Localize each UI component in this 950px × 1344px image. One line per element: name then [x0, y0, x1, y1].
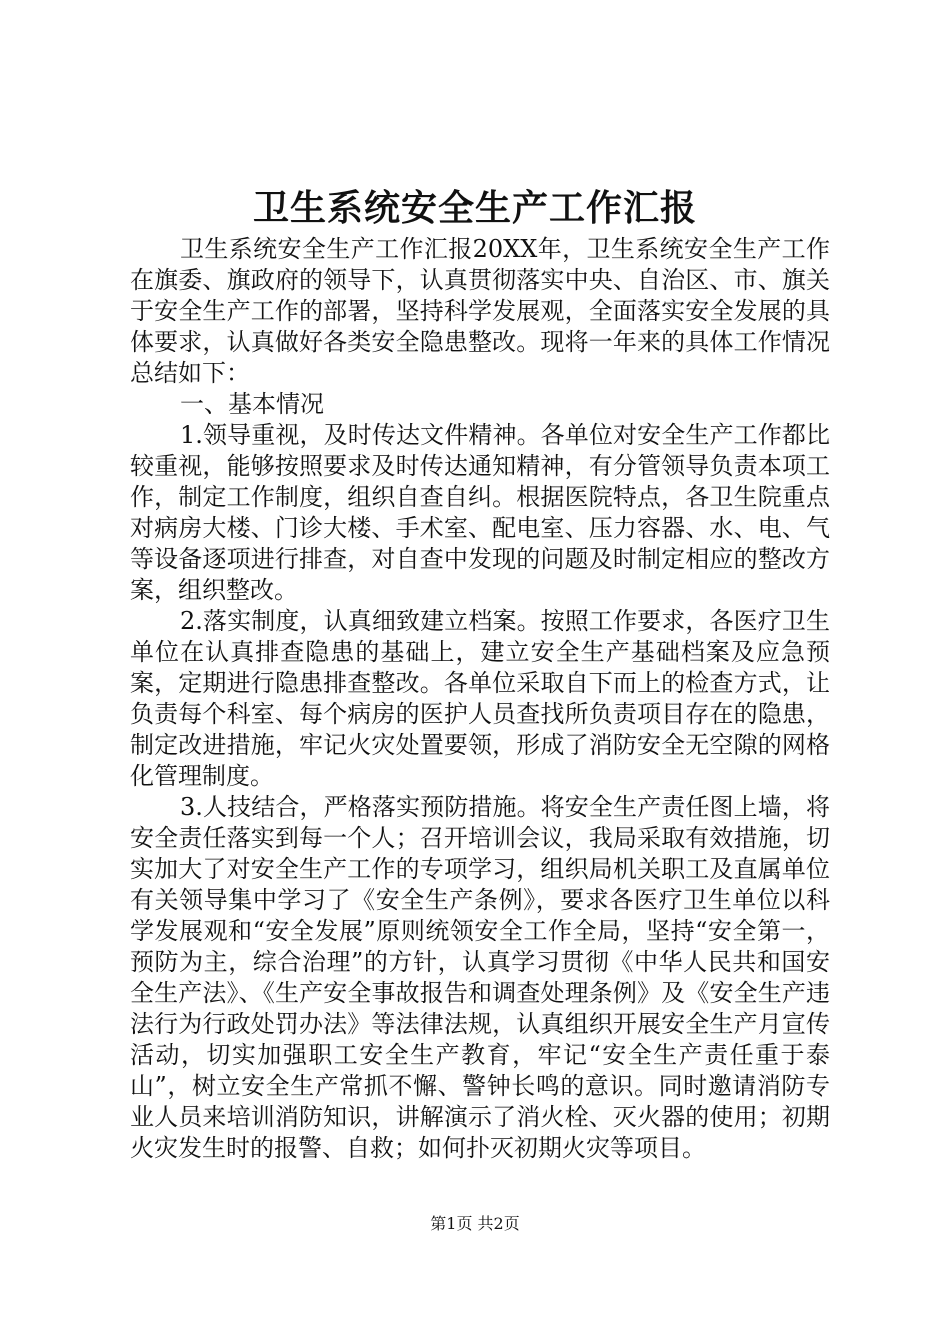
page-number-footer: 第1页 共2页	[430, 1214, 520, 1233]
intro-paragraph: 卫生系统安全生产工作汇报20XX年，卫生系统安全生产工作在旗委、旗政府的领导下，认真贯彻落实中央、自治区、市、旗关于安全生产工作的部署，坚持科学发展观，全面落实安全发展的具体要求，认真做好各类安全隐患整改。现将一年来的具体工作情况总结如下：	[130, 235, 830, 387]
section-heading: 一、基本情况	[180, 390, 324, 418]
document-title: 卫生系统安全生产工作汇报	[252, 187, 697, 229]
item-paragraph-2: 2.落实制度，认真细致建立档案。按照工作要求，各医疗卫生单位在认真排查隐患的基础上，建立安全生产基础档案及应急预案，定期进行隐患排查整改。各单位采取自下而上的检查方式，让负责每个科室、每个病房的医护人员查找所负责项目存在的隐患，制定改进措施，牢记火灾处置要领，形成了消防安全无空隙的网格化管理制度。	[130, 607, 830, 790]
item-paragraph-3: 3.人技结合，严格落实预防措施。将安全生产责任图上墙，将安全责任落实到每一个人；召开培训会议，我局采取有效措施，切实加大了对安全生产工作的专项学习，组织局机关职工及直属单位有关领导集中学习了《安全生产条例》，要求各医疗卫生单位以科学发展观和“安全发展”原则统领安全工作全局，坚持“安全第一，预防为主，综合治理”的方针，认真学习贯彻《中华人民共和国安全生产法》、《生产安全事故报告和调查处理条例》及《安全生产违法行为行政处罚办法》等法律法规，认真组织开展安全生产月宣传活动，切实加强职工安全生产教育，牢记“安全生产责任重于泰山”，树立安全生产常抓不懈、警钟长鸣的意识。同时邀请消防专业人员来培训消防知识，讲解演示了消火栓、灭火器的使用；初期火灾发生时的报警、自救；如何扑灭初期火灾等项目。	[130, 793, 830, 1162]
item-paragraph-1: 1.领导重视，及时传达文件精神。各单位对安全生产工作都比较重视，能够按照要求及时传达通知精神，有分管领导负责本项工作，制定工作制度，组织自查自纠。根据医院特点，各卫生院重点对病房大楼、门诊大楼、手术室、配电室、压力容器、水、电、气等设备逐项进行排查，对自查中发现的问题及时制定相应的整改方案，组织整改。	[130, 421, 830, 604]
document-body	[130, 234, 830, 1164]
